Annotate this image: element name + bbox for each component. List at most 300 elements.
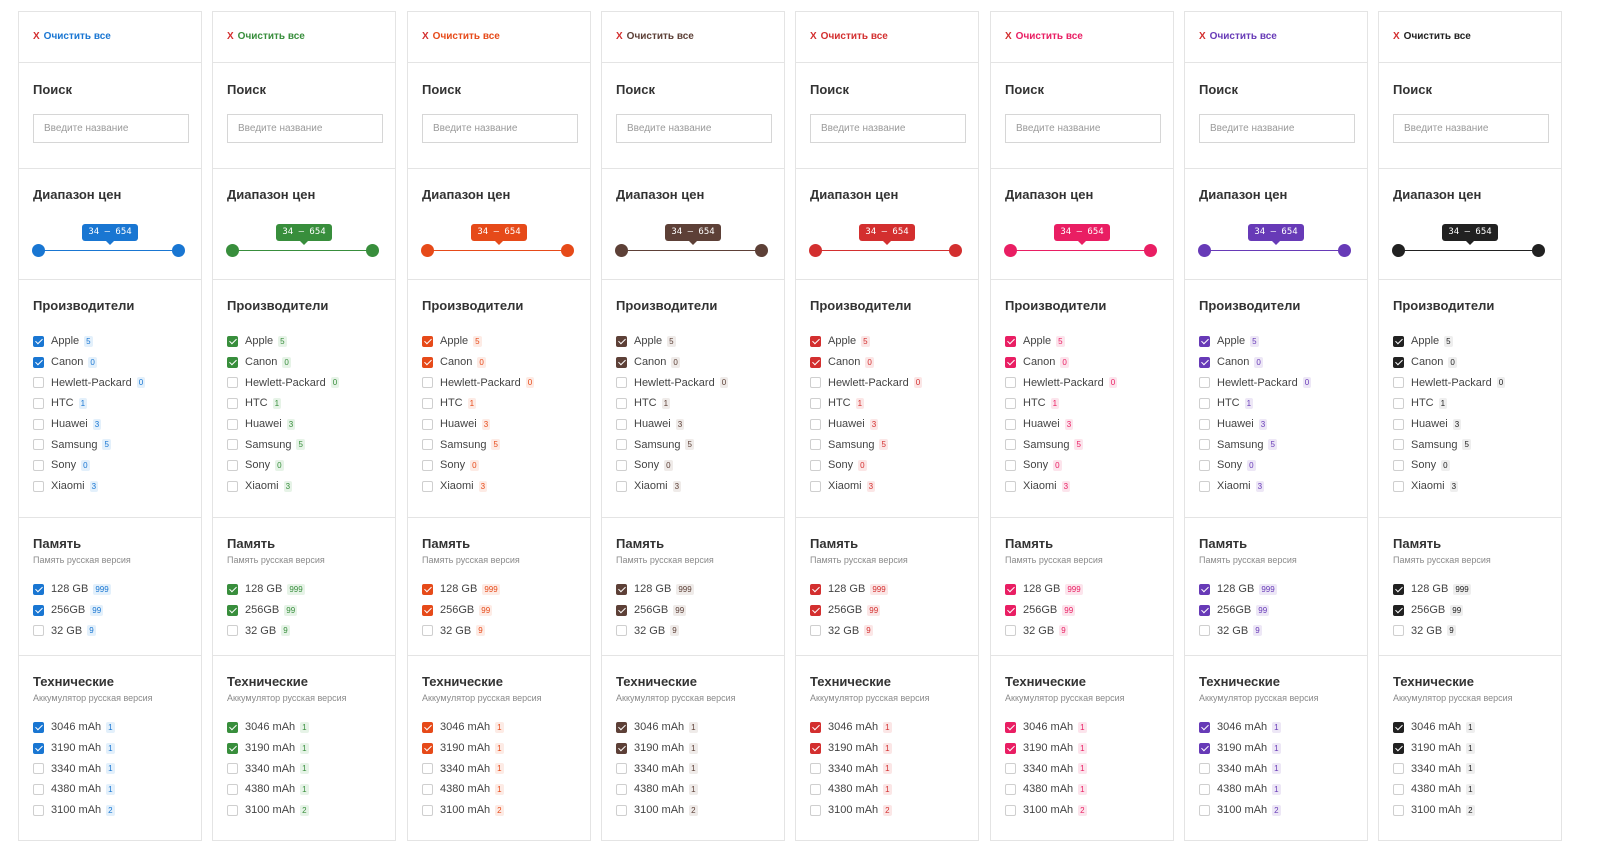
- battery-option[interactable]: [422, 779, 504, 800]
- checkbox[interactable]: [1199, 481, 1210, 492]
- checkbox[interactable]: [1005, 481, 1016, 492]
- checkbox-checked[interactable]: [33, 605, 44, 616]
- checkbox-checked[interactable]: [1199, 584, 1210, 595]
- battery-label: 3190 mAh: [1023, 742, 1074, 755]
- memory-option[interactable]: [1199, 579, 1277, 600]
- price-range-max-handle[interactable]: [366, 244, 379, 257]
- brand-option[interactable]: [422, 414, 534, 435]
- brand-option[interactable]: [1393, 352, 1505, 373]
- price-range-min-handle[interactable]: [1198, 244, 1211, 257]
- price-range-max-handle[interactable]: [755, 244, 768, 257]
- memory-option[interactable]: [616, 579, 694, 600]
- brand-option[interactable]: [1393, 455, 1505, 476]
- brand-option[interactable]: [810, 414, 922, 435]
- price-range-max-handle[interactable]: [561, 244, 574, 257]
- checkbox[interactable]: [422, 763, 433, 774]
- checkbox[interactable]: [810, 784, 821, 795]
- price-range-min-handle[interactable]: [421, 244, 434, 257]
- checkbox-checked[interactable]: [227, 722, 238, 733]
- checkbox[interactable]: [1199, 439, 1210, 450]
- brand-option[interactable]: [227, 476, 339, 497]
- brand-option[interactable]: [422, 372, 534, 393]
- checkbox-checked[interactable]: [616, 722, 627, 733]
- brand-option[interactable]: [227, 434, 339, 455]
- battery-option[interactable]: [1005, 800, 1087, 821]
- checkbox[interactable]: [227, 763, 238, 774]
- checkbox[interactable]: [1005, 805, 1016, 816]
- battery-option[interactable]: [422, 800, 504, 821]
- brand-option[interactable]: [33, 352, 145, 373]
- battery-option[interactable]: [227, 717, 309, 738]
- battery-option[interactable]: [1393, 717, 1475, 738]
- checkbox[interactable]: [1005, 419, 1016, 430]
- checkbox[interactable]: [227, 398, 238, 409]
- checkbox[interactable]: [422, 625, 433, 636]
- search-input[interactable]: [1005, 114, 1161, 143]
- checkbox-checked[interactable]: [1393, 722, 1404, 733]
- checkbox[interactable]: [33, 763, 44, 774]
- checkbox-checked[interactable]: [33, 722, 44, 733]
- checkbox[interactable]: [227, 460, 238, 471]
- search-input[interactable]: [1393, 114, 1549, 143]
- checkbox-checked[interactable]: [1199, 336, 1210, 347]
- price-range-track[interactable]: [39, 250, 179, 251]
- checkbox-checked[interactable]: [616, 357, 627, 368]
- checkbox[interactable]: [227, 784, 238, 795]
- checkbox-checked[interactable]: [1005, 722, 1016, 733]
- checkbox[interactable]: [1199, 419, 1210, 430]
- memory-option[interactable]: [227, 579, 305, 600]
- brand-option[interactable]: [810, 476, 922, 497]
- checkbox[interactable]: [1393, 481, 1404, 492]
- brand-option[interactable]: [616, 455, 728, 476]
- checkbox-checked[interactable]: [1393, 336, 1404, 347]
- checkbox-checked[interactable]: [1005, 336, 1016, 347]
- brand-option[interactable]: [33, 434, 145, 455]
- checkbox-checked[interactable]: [616, 743, 627, 754]
- checkbox[interactable]: [1393, 377, 1404, 388]
- checkbox-checked[interactable]: [1005, 357, 1016, 368]
- price-range-min-handle[interactable]: [32, 244, 45, 257]
- brand-option[interactable]: [1199, 352, 1311, 373]
- checkbox[interactable]: [1393, 398, 1404, 409]
- checkbox-checked[interactable]: [422, 584, 433, 595]
- memory-option[interactable]: [33, 620, 111, 641]
- clear-all-button[interactable]: [227, 31, 305, 42]
- price-range-track[interactable]: [1011, 250, 1151, 251]
- price-range-min-handle[interactable]: [1004, 244, 1017, 257]
- checkbox-checked[interactable]: [1199, 605, 1210, 616]
- checkbox-checked[interactable]: [227, 743, 238, 754]
- checkbox[interactable]: [422, 398, 433, 409]
- checkbox[interactable]: [1005, 460, 1016, 471]
- brand-option[interactable]: [227, 331, 339, 352]
- price-range-max-handle[interactable]: [1338, 244, 1351, 257]
- checkbox[interactable]: [616, 784, 627, 795]
- brand-option[interactable]: [1005, 352, 1117, 373]
- brand-option[interactable]: [33, 476, 145, 497]
- brand-option[interactable]: [1199, 414, 1311, 435]
- checkbox[interactable]: [1199, 784, 1210, 795]
- checkbox[interactable]: [33, 625, 44, 636]
- memory-option[interactable]: [422, 579, 500, 600]
- clear-all-button[interactable]: [616, 31, 694, 42]
- checkbox-checked[interactable]: [1005, 743, 1016, 754]
- battery-option[interactable]: [1393, 779, 1475, 800]
- checkbox[interactable]: [1199, 763, 1210, 774]
- checkbox[interactable]: [1393, 439, 1404, 450]
- brand-option[interactable]: [422, 434, 534, 455]
- memory-option[interactable]: [422, 620, 500, 641]
- price-range-track[interactable]: [428, 250, 568, 251]
- checkbox[interactable]: [33, 419, 44, 430]
- brand-option[interactable]: [1393, 331, 1505, 352]
- battery-option[interactable]: [616, 717, 698, 738]
- memory-option[interactable]: [33, 600, 111, 621]
- brand-option[interactable]: [1393, 414, 1505, 435]
- search-input[interactable]: [227, 114, 383, 143]
- checkbox[interactable]: [1005, 625, 1016, 636]
- checkbox[interactable]: [227, 805, 238, 816]
- price-range-max-handle[interactable]: [1532, 244, 1545, 257]
- memory-option[interactable]: [1005, 620, 1083, 641]
- memory-option[interactable]: [227, 600, 305, 621]
- brand-option[interactable]: [1005, 455, 1117, 476]
- battery-option[interactable]: [422, 738, 504, 759]
- checkbox-checked[interactable]: [1199, 743, 1210, 754]
- brand-option[interactable]: [616, 476, 728, 497]
- brand-option[interactable]: [616, 331, 728, 352]
- brand-option[interactable]: [616, 434, 728, 455]
- clear-all-button[interactable]: [810, 31, 888, 42]
- price-range-section: [602, 169, 784, 280]
- checkbox-checked[interactable]: [1393, 584, 1404, 595]
- checkbox[interactable]: [1005, 377, 1016, 388]
- checkbox[interactable]: [810, 805, 821, 816]
- brand-option[interactable]: [616, 352, 728, 373]
- brand-option[interactable]: [227, 372, 339, 393]
- brand-option[interactable]: [616, 414, 728, 435]
- checkbox[interactable]: [422, 439, 433, 450]
- battery-option[interactable]: [1199, 758, 1281, 779]
- price-range-track[interactable]: [622, 250, 762, 251]
- brand-option[interactable]: [422, 393, 534, 414]
- checkbox-checked[interactable]: [1199, 357, 1210, 368]
- brand-option[interactable]: [1393, 393, 1505, 414]
- checkbox[interactable]: [227, 625, 238, 636]
- brand-option[interactable]: [616, 393, 728, 414]
- checkbox[interactable]: [810, 481, 821, 492]
- battery-option[interactable]: [616, 738, 698, 759]
- battery-option[interactable]: [422, 717, 504, 738]
- checkbox[interactable]: [422, 377, 433, 388]
- battery-option[interactable]: [1005, 779, 1087, 800]
- brand-option[interactable]: [810, 352, 922, 373]
- checkbox[interactable]: [227, 419, 238, 430]
- checkbox[interactable]: [1393, 763, 1404, 774]
- checkbox-checked[interactable]: [1005, 584, 1016, 595]
- checkbox-checked[interactable]: [33, 336, 44, 347]
- battery-option[interactable]: [1393, 800, 1475, 821]
- brand-option[interactable]: [1199, 476, 1311, 497]
- battery-option[interactable]: [33, 717, 115, 738]
- memory-option[interactable]: [1199, 620, 1277, 641]
- checkbox[interactable]: [422, 481, 433, 492]
- checkbox[interactable]: [616, 460, 627, 471]
- checkbox-checked[interactable]: [422, 336, 433, 347]
- battery-option[interactable]: [1393, 738, 1475, 759]
- checkbox[interactable]: [810, 377, 821, 388]
- battery-option[interactable]: [1199, 738, 1281, 759]
- battery-option[interactable]: [616, 779, 698, 800]
- memory-option[interactable]: [33, 579, 111, 600]
- checkbox[interactable]: [616, 763, 627, 774]
- battery-option[interactable]: [227, 738, 309, 759]
- battery-option[interactable]: [810, 758, 892, 779]
- checkbox[interactable]: [1005, 784, 1016, 795]
- memory-option[interactable]: [1005, 579, 1083, 600]
- battery-option[interactable]: [810, 800, 892, 821]
- brand-option[interactable]: [1393, 372, 1505, 393]
- battery-option[interactable]: [1005, 758, 1087, 779]
- brand-option[interactable]: [1005, 393, 1117, 414]
- checkbox-checked[interactable]: [616, 605, 627, 616]
- checkbox-checked[interactable]: [33, 743, 44, 754]
- price-range-track[interactable]: [1399, 250, 1539, 251]
- clear-all-button[interactable]: [1005, 31, 1083, 42]
- battery-option[interactable]: [1393, 758, 1475, 779]
- checkbox[interactable]: [1393, 460, 1404, 471]
- battery-option[interactable]: [33, 800, 115, 821]
- checkbox[interactable]: [616, 625, 627, 636]
- search-input[interactable]: [810, 114, 966, 143]
- battery-option[interactable]: [1005, 717, 1087, 738]
- brand-option[interactable]: [422, 331, 534, 352]
- checkbox-checked[interactable]: [422, 743, 433, 754]
- checkbox-checked[interactable]: [1199, 722, 1210, 733]
- checkbox-checked[interactable]: [422, 357, 433, 368]
- checkbox-checked[interactable]: [810, 722, 821, 733]
- checkbox[interactable]: [1005, 398, 1016, 409]
- checkbox[interactable]: [1393, 805, 1404, 816]
- search-input[interactable]: [616, 114, 772, 143]
- checkbox[interactable]: [1393, 419, 1404, 430]
- price-range-max-handle[interactable]: [172, 244, 185, 257]
- checkbox-checked[interactable]: [616, 336, 627, 347]
- price-range-track[interactable]: [233, 250, 373, 251]
- search-input[interactable]: [1199, 114, 1355, 143]
- checkbox[interactable]: [616, 419, 627, 430]
- checkbox[interactable]: [1199, 805, 1210, 816]
- checkbox[interactable]: [810, 419, 821, 430]
- checkbox[interactable]: [33, 481, 44, 492]
- checkbox[interactable]: [422, 784, 433, 795]
- brand-option[interactable]: [422, 476, 534, 497]
- brand-option[interactable]: [422, 352, 534, 373]
- price-range-track[interactable]: [1205, 250, 1345, 251]
- checkbox[interactable]: [616, 481, 627, 492]
- memory-option[interactable]: [810, 579, 888, 600]
- checkbox[interactable]: [1199, 625, 1210, 636]
- checkbox-checked[interactable]: [616, 584, 627, 595]
- battery-option[interactable]: [33, 779, 115, 800]
- brand-option[interactable]: [227, 352, 339, 373]
- battery-option[interactable]: [227, 779, 309, 800]
- checkbox[interactable]: [616, 377, 627, 388]
- clear-all-button[interactable]: [1199, 31, 1277, 42]
- battery-option[interactable]: [616, 800, 698, 821]
- checkbox-checked[interactable]: [422, 605, 433, 616]
- battery-option[interactable]: [616, 758, 698, 779]
- checkbox-checked[interactable]: [810, 743, 821, 754]
- checkbox-checked[interactable]: [227, 605, 238, 616]
- brand-option[interactable]: [33, 372, 145, 393]
- brand-option[interactable]: [1199, 434, 1311, 455]
- brand-option[interactable]: [1005, 476, 1117, 497]
- checkbox-checked[interactable]: [810, 605, 821, 616]
- search-input[interactable]: [33, 114, 189, 143]
- brand-option[interactable]: [33, 393, 145, 414]
- checkbox[interactable]: [33, 784, 44, 795]
- checkbox[interactable]: [422, 805, 433, 816]
- brand-option[interactable]: [1005, 434, 1117, 455]
- battery-option[interactable]: [1199, 779, 1281, 800]
- memory-option[interactable]: [616, 600, 694, 621]
- checkbox[interactable]: [33, 460, 44, 471]
- checkbox[interactable]: [227, 481, 238, 492]
- checkbox[interactable]: [33, 398, 44, 409]
- clear-all-button[interactable]: [422, 31, 500, 42]
- brand-option[interactable]: [810, 434, 922, 455]
- checkbox[interactable]: [422, 419, 433, 430]
- brand-option[interactable]: [1199, 455, 1311, 476]
- checkbox[interactable]: [1199, 460, 1210, 471]
- checkbox[interactable]: [422, 460, 433, 471]
- brand-option[interactable]: [1199, 393, 1311, 414]
- price-range-min-handle[interactable]: [226, 244, 239, 257]
- checkbox[interactable]: [1199, 377, 1210, 388]
- battery-option[interactable]: [810, 779, 892, 800]
- brand-option[interactable]: [1393, 434, 1505, 455]
- checkbox-checked[interactable]: [1005, 605, 1016, 616]
- price-range-max-handle[interactable]: [1144, 244, 1157, 257]
- checkbox[interactable]: [33, 439, 44, 450]
- checkbox[interactable]: [33, 377, 44, 388]
- clear-all-button[interactable]: [1393, 31, 1471, 42]
- brand-option[interactable]: [810, 455, 922, 476]
- battery-option[interactable]: [33, 738, 115, 759]
- battery-option[interactable]: [227, 758, 309, 779]
- checkbox-checked[interactable]: [33, 357, 44, 368]
- brand-option[interactable]: [810, 331, 922, 352]
- brand-option[interactable]: [33, 414, 145, 435]
- brand-option[interactable]: [1393, 476, 1505, 497]
- checkbox-checked[interactable]: [810, 357, 821, 368]
- checkbox-checked[interactable]: [227, 336, 238, 347]
- checkbox-checked[interactable]: [1393, 605, 1404, 616]
- checkbox[interactable]: [227, 377, 238, 388]
- battery-option[interactable]: [810, 738, 892, 759]
- checkbox[interactable]: [33, 805, 44, 816]
- checkbox[interactable]: [1005, 439, 1016, 450]
- memory-option[interactable]: [422, 600, 500, 621]
- memory-option[interactable]: [616, 620, 694, 641]
- price-range-track[interactable]: [816, 250, 956, 251]
- battery-option[interactable]: [33, 758, 115, 779]
- memory-option[interactable]: [1005, 600, 1083, 621]
- checkbox[interactable]: [810, 460, 821, 471]
- battery-option[interactable]: [422, 758, 504, 779]
- memory-option[interactable]: [227, 620, 305, 641]
- checkbox-checked[interactable]: [1393, 743, 1404, 754]
- checkbox[interactable]: [616, 805, 627, 816]
- checkbox-checked[interactable]: [810, 584, 821, 595]
- brand-option[interactable]: [1199, 372, 1311, 393]
- brand-option[interactable]: [1005, 414, 1117, 435]
- checkbox[interactable]: [810, 625, 821, 636]
- brand-count-badge: 3: [871, 419, 877, 429]
- price-range-min-handle[interactable]: [809, 244, 822, 257]
- battery-option[interactable]: [1199, 717, 1281, 738]
- brand-option[interactable]: [227, 455, 339, 476]
- memory-option[interactable]: [1393, 600, 1471, 621]
- brand-option[interactable]: [1005, 372, 1117, 393]
- memory-option[interactable]: [1393, 579, 1471, 600]
- checkbox-checked[interactable]: [33, 584, 44, 595]
- brand-option[interactable]: [227, 414, 339, 435]
- price-range-max-handle[interactable]: [949, 244, 962, 257]
- checkbox[interactable]: [1199, 398, 1210, 409]
- memory-option[interactable]: [810, 600, 888, 621]
- checkbox[interactable]: [616, 439, 627, 450]
- battery-option[interactable]: [227, 800, 309, 821]
- checkbox[interactable]: [810, 439, 821, 450]
- checkbox[interactable]: [1005, 763, 1016, 774]
- brand-option[interactable]: [810, 372, 922, 393]
- price-range-min-handle[interactable]: [1392, 244, 1405, 257]
- memory-option[interactable]: [810, 620, 888, 641]
- clear-all-button[interactable]: [33, 31, 111, 42]
- brand-option[interactable]: [33, 455, 145, 476]
- brand-option[interactable]: [1005, 331, 1117, 352]
- checkbox-checked[interactable]: [227, 584, 238, 595]
- search-input[interactable]: [422, 114, 578, 143]
- checkbox-checked[interactable]: [810, 336, 821, 347]
- price-range-min-handle[interactable]: [615, 244, 628, 257]
- checkbox[interactable]: [810, 763, 821, 774]
- checkbox-checked[interactable]: [422, 722, 433, 733]
- battery-option[interactable]: [810, 717, 892, 738]
- checkbox[interactable]: [1393, 784, 1404, 795]
- battery-option[interactable]: [1199, 800, 1281, 821]
- battery-option[interactable]: [1005, 738, 1087, 759]
- memory-option[interactable]: [1199, 600, 1277, 621]
- brand-count-badge: 3: [480, 481, 486, 491]
- brand-option[interactable]: [616, 372, 728, 393]
- brand-option[interactable]: [422, 455, 534, 476]
- brand-option[interactable]: [33, 331, 145, 352]
- checkbox[interactable]: [1393, 625, 1404, 636]
- checkbox-checked[interactable]: [227, 357, 238, 368]
- brand-option[interactable]: [227, 393, 339, 414]
- checkbox[interactable]: [616, 398, 627, 409]
- brand-option[interactable]: [810, 393, 922, 414]
- checkbox-checked[interactable]: [1393, 357, 1404, 368]
- checkbox[interactable]: [810, 398, 821, 409]
- checkbox[interactable]: [227, 439, 238, 450]
- brand-option[interactable]: [1199, 331, 1311, 352]
- memory-option[interactable]: [1393, 620, 1471, 641]
